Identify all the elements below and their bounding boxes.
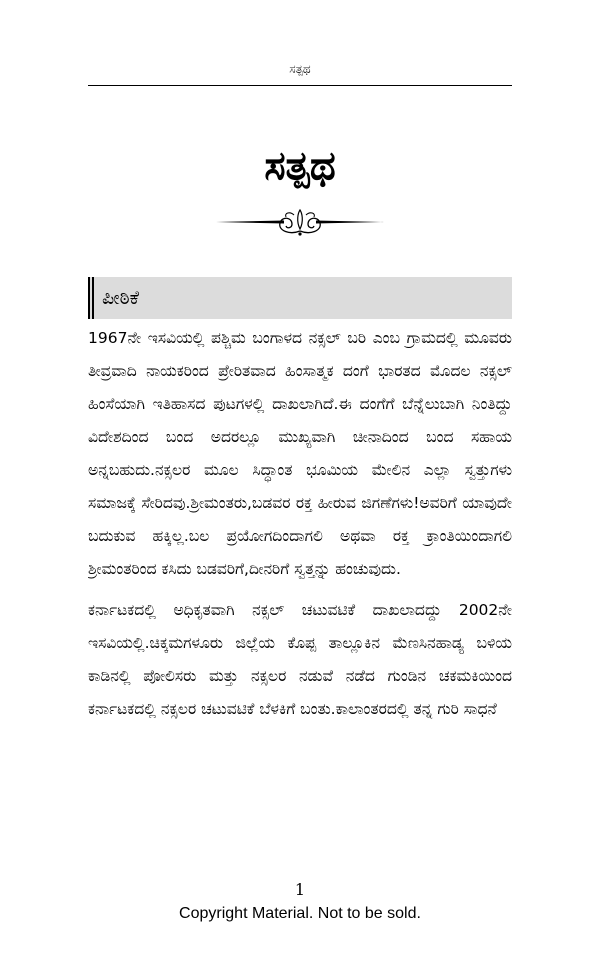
paragraph: 1967ನೇ ಇಸವಿಯಲ್ಲಿ ಪಶ್ಚಿಮ ಬಂಗಾಳದ ನಕ್ಸಲ್ ಬರಿ ಎಂಬ ಗ್ರಾಮದಲ್ಲಿ ಮೂವರು ತೀವ್ರವಾದಿ ನಾಯಕರಿಂದ ಪ್ರೇರಿತವಾದ ಹಿಂಸಾತ್ಮಕ ದಂಗೆ ಭಾರತದ ಮೊದಲ ನಕ್ಸಲ್ ಹಿಂಸೆಯಾಗಿ ಇತಿಹಾಸದ ಪುಟಗಳಲ್ಲಿ ದಾಖಲಾಗಿದೆ.ಈ ದಂಗೆಗೆ ಬೆನ್ನೆಲುಬಾಗಿ ನಿಂತಿದ್ದು ವಿದೇಶದಿಂದ ಬಂದ ಅದರಲ್ಲೂ ಮುಖ್ಯವಾಗಿ ಚೀನಾದಿಂದ ಬಂದ ಸಹಾಯ ಅನ್ನಬಹುದು.ನಕ್ಸಲರ ಮೂಲ ಸಿದ್ಧಾಂತ ಭೂಮಿಯ ಮೇಲಿನ ಎಲ್ಲಾ ಸ್ವತ್ತುಗಳು ಸಮಾಜಕ್ಕೆ ಸೇರಿದವು.ಶ್ರೀಮಂತರು,ಬಡವರ ರಕ್ತ ಹೀರುವ ಜಿಗಣೆಗಳು!ಅವರಿಗೆ ಯಾವುದೇ ಬದುಕುವ ಹಕ್ಕಿಲ್ಲ.ಬಲ ಪ್ರಯೋಗದಿಂದಾಗಲಿ ಅಥವಾ ರಕ್ತ ಕ್ರಾಂತಿಯಿಂದಾಗಲಿ ಶ್ರೀಮಂತರಿಂದ ಕಸಿದು ಬಡವರಿಗೆ,ದೀನರಿಗೆ ಸ್ವತ್ತನ್ನು ಹಂಚುವುದು. bbox=[88, 329, 512, 578]
header-rule bbox=[88, 85, 512, 86]
page-number: 1 bbox=[294, 880, 306, 899]
copyright-notice: Copyright Material. Not to be sold. bbox=[179, 905, 421, 922]
running-header: ಸತ್ಪಥ bbox=[289, 62, 311, 76]
flourish-ornament-icon bbox=[214, 205, 386, 239]
body-text bbox=[88, 322, 512, 734]
paragraph: ಕರ್ನಾಟಕದಲ್ಲಿ ಅಧಿಕೃತವಾಗಿ ನಕ್ಸಲ್ ಚಟುವಟಿಕೆ ದಾಖಲಾದದ್ದು 2002ನೇ ಇಸವಿಯಲ್ಲಿ.ಚಿಕ್ಕಮಗಳೂರು ಜಿಲ್ಲೆಯ ಕೊಪ್ಪ ತಾಲ್ಲೂಕಿನ ಮೆಣಸಿನಹಾಡ್ಯ ಬಳಿಯ ಕಾಡಿನಲ್ಲಿ ಪೋಲಿಸರು ಮತ್ತು ನಕ್ಸಲರ ನಡುವೆ ನಡೆದ ಗುಂಡಿನ ಚಕಮಕಿಯಿಂದ ಕರ್ನಾಟಕದಲ್ಲಿ ನಕ್ಸಲರ ಚಟುವಟಿಕೆ ಬೆಳಕಿಗೆ ಬಂತು.ಕಾಲಾಂತರದಲ್ಲಿ ತನ್ನ ಗುರಿ ಸಾಧನೆ bbox=[88, 601, 512, 718]
chapter-title: ಸತ್ಪಥ bbox=[264, 143, 336, 189]
section-heading: ಪೀಠಿಕೆ bbox=[88, 277, 512, 319]
